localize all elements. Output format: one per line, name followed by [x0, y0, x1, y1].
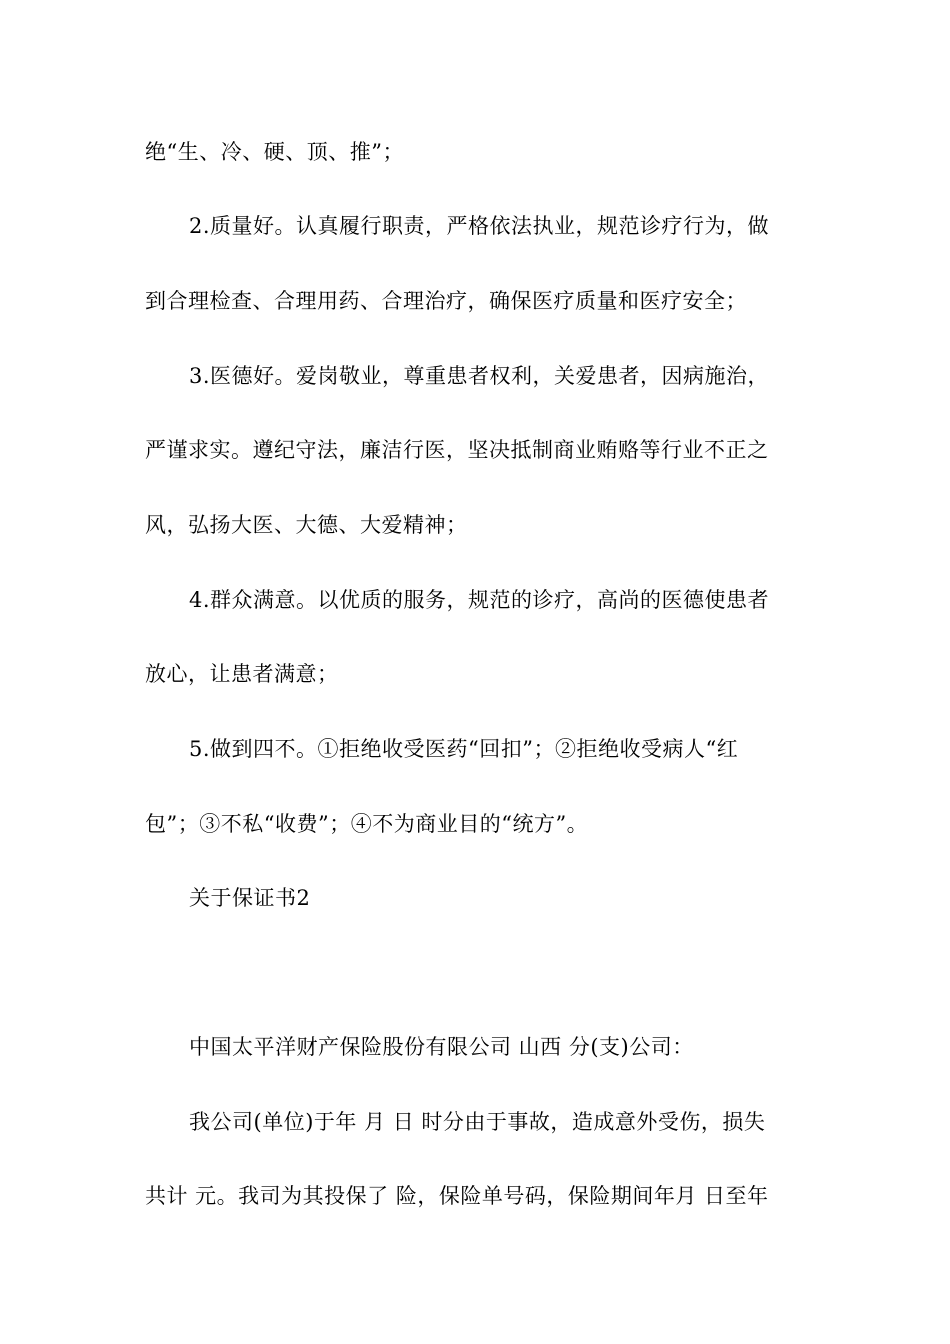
body-text-line: 包”；③不私“收费”；④不为商业目的“统方”。 — [145, 812, 589, 836]
list-item-5-line: 5.做到四不。①拒绝收受医药“回扣”；②拒绝收受病人“红 — [189, 737, 739, 761]
list-item-2-line: 2.质量好。认真履行职责，严格依法执业，规范诊疗行为，做 — [189, 214, 770, 238]
body-text-line: 放心，让患者满意； — [145, 662, 339, 686]
body-text-line: 风，弘扬大医、大德、大爱精神； — [145, 513, 468, 537]
list-item-3-line: 3.医德好。爱岗敬业，尊重患者权利，关爱患者，因病施治， — [189, 364, 770, 388]
letter-salutation: 中国太平洋财产保险股份有限公司 山西 分(支)公司： — [189, 1035, 694, 1059]
body-text-line: 严谨求实。遵纪守法，廉洁行医，坚决抵制商业贿赂等行业不正之 — [145, 438, 769, 462]
section-heading: 关于保证书2 — [189, 886, 311, 910]
letter-body-line: 我公司(单位)于年 月 日 时分由于事故，造成意外受伤，损失 — [189, 1110, 766, 1134]
list-item-4-line: 4.群众满意。以优质的服务，规范的诊疗，高尚的医德使患者 — [189, 588, 770, 612]
letter-body-line: 共计 元。我司为其投保了 险，保险单号码，保险期间年月 日至年 — [145, 1184, 769, 1208]
body-text-line: 绝“生、冷、硬、顶、推”； — [145, 140, 404, 164]
body-text-line: 到合理检查、合理用药、合理治疗，确保医疗质量和医疗安全； — [145, 289, 747, 313]
